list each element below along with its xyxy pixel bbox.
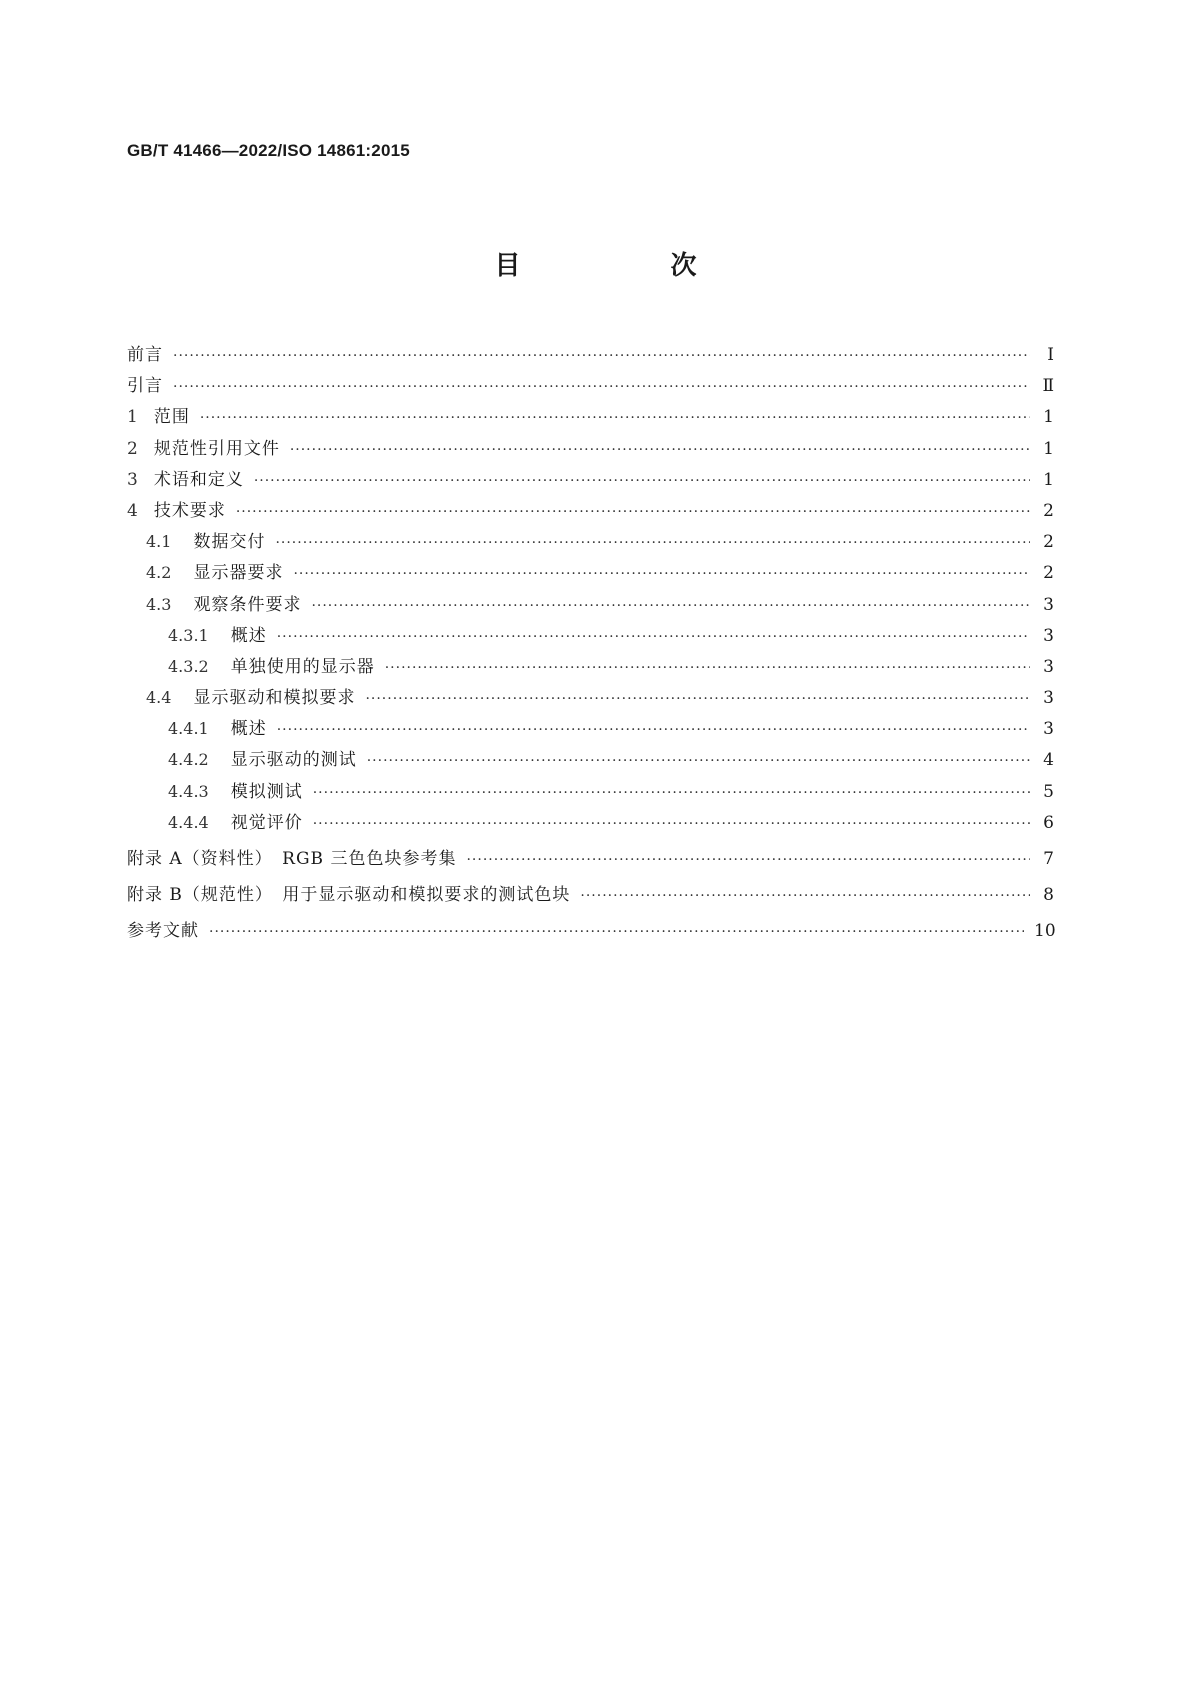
toc-leader-dots: [173, 348, 1030, 364]
toc-leader-dots: [290, 442, 1030, 458]
toc-entry-number: 3: [127, 469, 138, 490]
toc-entry-number: 4.4: [146, 688, 172, 708]
toc-entry-number: 4.4.1: [168, 719, 209, 739]
toc-entry-page: 2: [1043, 532, 1054, 553]
toc-entry-label: 显示器要求: [193, 563, 284, 584]
toc-entry-label: 术语和定义: [153, 469, 244, 490]
toc-entry-foreword[interactable]: [127, 340, 1054, 371]
toc-entry-page: 2: [1043, 500, 1054, 521]
toc-entry-label: 单独使用的显示器: [230, 656, 375, 677]
toc-entry-3[interactable]: [127, 465, 1054, 496]
toc-entry-bibliography[interactable]: [127, 916, 1054, 947]
toc-entry-4-1[interactable]: [127, 527, 1054, 558]
toc-entry-4-3-1[interactable]: [127, 621, 1054, 652]
toc-leader-dots: [236, 504, 1030, 520]
toc-leader-dots: [365, 691, 1030, 707]
toc-entry-4-4-3[interactable]: [127, 777, 1054, 808]
toc-entry-label: 引言: [127, 376, 163, 397]
toc-entry-page: Ⅱ: [1042, 376, 1054, 397]
toc-entry-number: 4.4.4: [168, 812, 209, 832]
toc-entry-number: 4.2: [146, 563, 172, 583]
toc-entry-4-4-4[interactable]: [127, 808, 1054, 839]
toc-leader-dots: [275, 535, 1030, 551]
toc-entry-page: 4: [1043, 750, 1054, 771]
toc-entry-page: 3: [1043, 656, 1054, 677]
toc-entry-label: 范围: [153, 407, 190, 428]
toc-entry-number: 4.4.2: [168, 750, 209, 770]
toc-entry-annex-b[interactable]: [127, 880, 1054, 911]
toc-leader-dots: [293, 566, 1030, 582]
toc-entry-page: 2: [1043, 563, 1054, 584]
toc-entry-label: 概述: [230, 625, 267, 646]
toc-entry-page: Ⅰ: [1047, 345, 1054, 365]
toc-entry-page: 3: [1043, 688, 1054, 709]
toc-entry-4-3-2[interactable]: [127, 652, 1054, 683]
toc-leader-dots: [311, 598, 1030, 614]
toc-entry-label: 附录 B（规范性） 用于显示驱动和模拟要求的测试色块: [127, 885, 571, 906]
toc-entry-label: 观察条件要求: [193, 594, 302, 615]
toc-leader-dots: [580, 888, 1030, 904]
toc-entry-label: 参考文献: [127, 921, 199, 942]
toc-entry-number: 2: [127, 438, 138, 459]
toc-entry-4-2[interactable]: [127, 558, 1054, 589]
toc-entry-page: 6: [1043, 812, 1054, 833]
toc-leader-dots: [367, 753, 1030, 769]
toc-leader-dots: [254, 473, 1030, 489]
toc-entry-2[interactable]: [127, 434, 1054, 465]
toc-entry-introduction[interactable]: [127, 371, 1054, 402]
toc-entry-page: 1: [1043, 469, 1054, 490]
toc-entry-page: 3: [1043, 719, 1054, 740]
toc-entry-4-3[interactable]: [127, 590, 1054, 621]
toc-entry-label: 概述: [230, 719, 267, 740]
toc-entry-number: 4.4.3: [168, 781, 209, 801]
toc-entry-page: 3: [1043, 594, 1054, 615]
toc-entry-number: 4: [127, 500, 138, 521]
toc-entry-page: 7: [1043, 849, 1054, 869]
toc-entry-page: 10: [1034, 921, 1056, 942]
toc-entry-number: 1: [127, 407, 138, 428]
toc-entry-4-4-1[interactable]: [127, 714, 1054, 745]
toc-title: 目 次: [494, 251, 759, 281]
toc-leader-dots: [313, 785, 1030, 801]
toc-entry-1[interactable]: [127, 402, 1054, 433]
toc-entry-4-4[interactable]: [127, 683, 1054, 714]
toc-entry-label: 模拟测试: [230, 781, 303, 802]
toc-entry-label: 显示驱动的测试: [230, 750, 357, 771]
toc-entry-page: 8: [1043, 885, 1054, 906]
toc-entry-label: 规范性引用文件: [153, 438, 280, 459]
toc-entry-number: 4.3.2: [168, 656, 209, 676]
toc-entry-label: 附录 A（资料性） RGB 三色色块参考集: [127, 849, 457, 869]
toc-leader-dots: [277, 629, 1030, 645]
toc-leader-dots: [277, 722, 1030, 738]
toc-entry-label: 数据交付: [193, 532, 266, 553]
toc-leader-dots: [173, 379, 1030, 395]
toc-entry-label: 显示驱动和模拟要求: [193, 688, 356, 709]
toc-entry-4[interactable]: [127, 496, 1054, 527]
toc-leader-dots: [466, 852, 1030, 868]
toc-entry-page: 3: [1043, 625, 1054, 646]
table-of-contents: [127, 340, 1054, 948]
standard-number: GB/T 41466—2022/ISO 14861:2015: [127, 141, 410, 160]
toc-leader-dots: [313, 816, 1030, 832]
toc-entry-page: 5: [1043, 781, 1054, 802]
toc-entry-page: 1: [1043, 407, 1054, 428]
toc-entry-number: 4.1: [146, 532, 172, 552]
toc-entry-page: 1: [1043, 438, 1054, 459]
toc-leader-dots: [200, 410, 1030, 426]
toc-entry-label: 前言: [127, 345, 163, 365]
toc-entry-number: 4.3.1: [168, 625, 209, 645]
toc-entry-label: 视觉评价: [230, 812, 303, 833]
toc-entry-4-4-2[interactable]: [127, 745, 1054, 776]
toc-entry-annex-a[interactable]: [127, 844, 1054, 875]
toc-entry-number: 4.3: [146, 594, 172, 614]
toc-leader-dots: [209, 924, 1024, 940]
toc-entry-label: 技术要求: [153, 500, 226, 521]
toc-leader-dots: [385, 660, 1030, 676]
